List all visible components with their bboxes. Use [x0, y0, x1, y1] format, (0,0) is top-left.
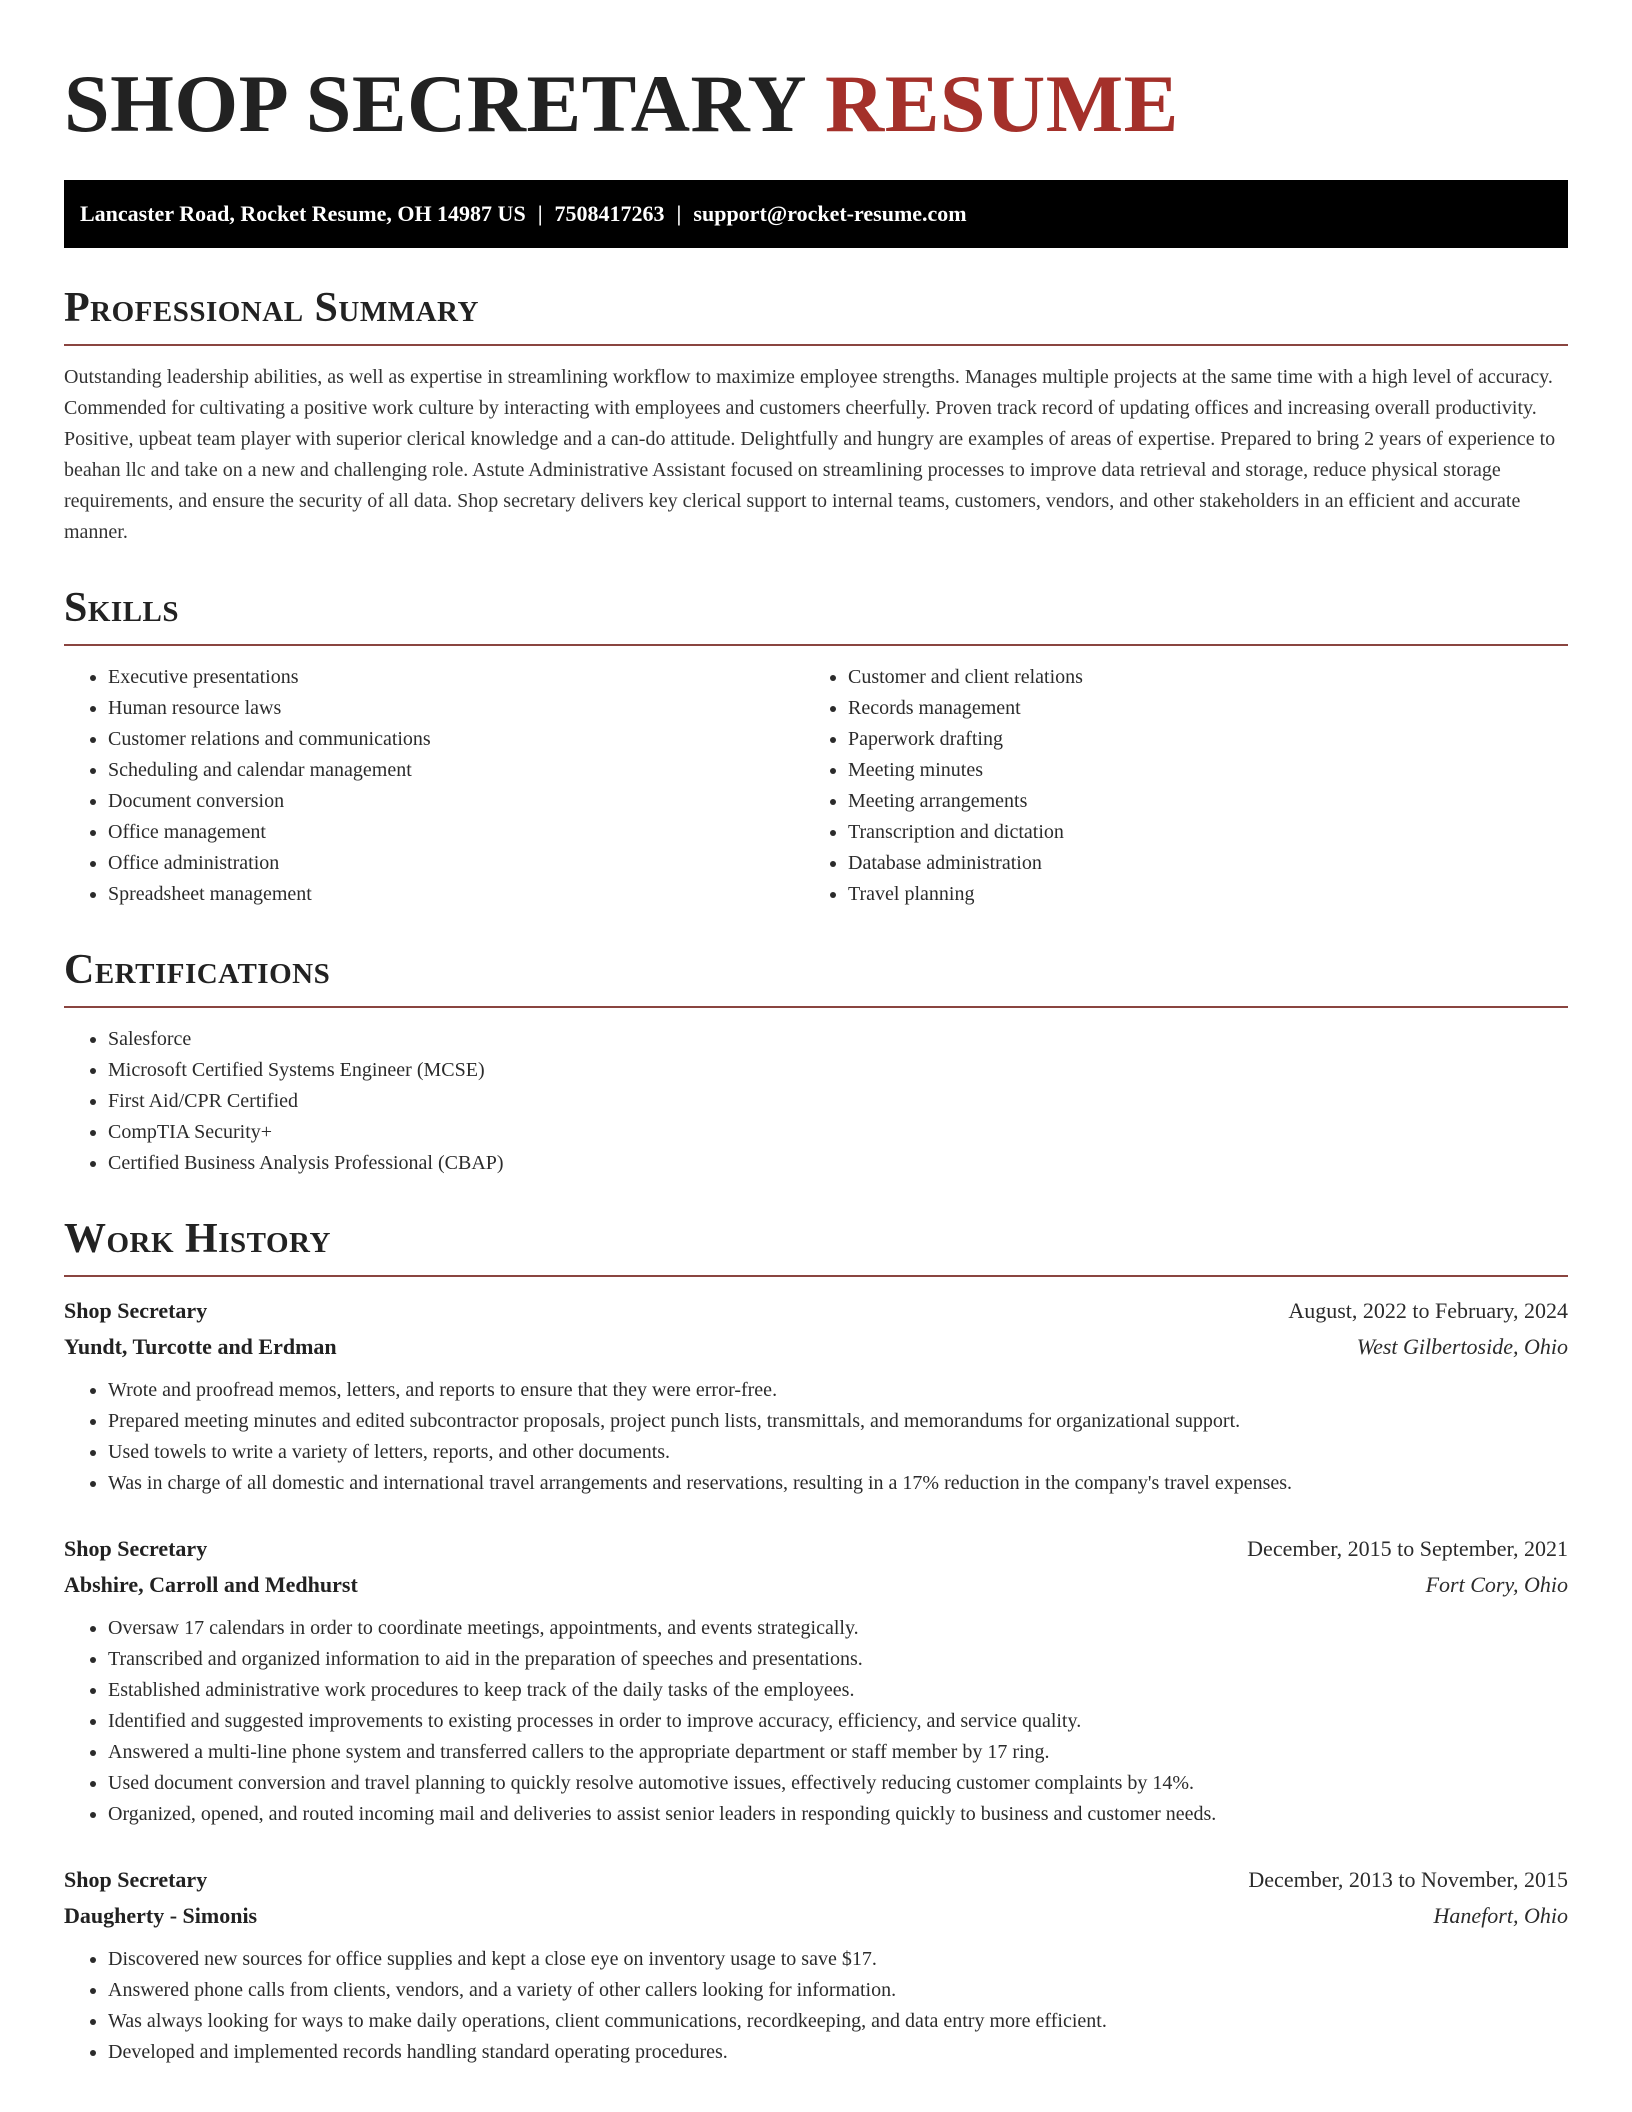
skills-grid — [64, 662, 1568, 910]
contact-bar — [64, 180, 1568, 248]
job-company-row — [64, 1329, 1568, 1365]
skill-item: • Database administration — [848, 848, 1544, 879]
job-duty-item: • Used towels to write a variety of letters, reports, and other documents. — [108, 1437, 1568, 1468]
certification-item: • CompTIA Security+ — [108, 1117, 1568, 1148]
skill-item: • Document conversion — [108, 786, 804, 817]
skill-item: • Records management — [848, 693, 1544, 724]
section-divider — [64, 344, 1568, 346]
job-header-row — [64, 1293, 1568, 1329]
contact-email: support@rocket-resume.com — [693, 201, 967, 226]
certifications-section — [64, 946, 1568, 1179]
skill-item: • Office administration — [108, 848, 804, 879]
job-entry — [64, 1531, 1568, 1830]
job-duty-item: • Oversaw 17 calendars in order to coordinate meetings, appointments, and events strategically. — [108, 1613, 1568, 1644]
skill-item: • Scheduling and calendar management — [108, 755, 804, 786]
job-duty-item: • Was in charge of all domestic and international travel arrangements and reservations, resulting in a 17% reduction in the company's travel expenses. — [108, 1468, 1568, 1499]
section-divider — [64, 1006, 1568, 1008]
skill-item: • Travel planning — [848, 879, 1544, 910]
skill-item: • Meeting arrangements — [848, 786, 1544, 817]
job-duty-item: • Used document conversion and travel planning to quickly resolve automotive issues, effectively reducing customer complaints by 14%. — [108, 1768, 1568, 1799]
skill-item: • Transcription and dictation — [848, 817, 1544, 848]
job-duty-item: • Developed and implemented records handling standard operating procedures. — [108, 2037, 1568, 2068]
job-duty-item: • Established administrative work procedures to keep track of the daily tasks of the employees. — [108, 1675, 1568, 1706]
job-company: Abshire, Carroll and Medhurst — [64, 1572, 358, 1597]
certification-item: • Certified Business Analysis Professional (CBAP) — [108, 1148, 1568, 1179]
job-dates: December, 2015 to September, 2021 — [1247, 1536, 1568, 1561]
job-duty-item: • Organized, opened, and routed incoming mail and deliveries to assist senior leaders in responding quickly to business and customer needs. — [108, 1799, 1568, 1830]
skill-item: • Meeting minutes — [848, 755, 1544, 786]
contact-phone: 7508417263 — [554, 201, 665, 226]
job-duty-item: • Transcribed and organized information to aid in the preparation of speeches and presentations. — [108, 1644, 1568, 1675]
skill-item: • Executive presentations — [108, 662, 804, 693]
resume-title — [64, 58, 1568, 150]
certification-item: • First Aid/CPR Certified — [108, 1086, 1568, 1117]
section-divider — [64, 644, 1568, 646]
job-dates: August, 2022 to February, 2024 — [1288, 1298, 1568, 1323]
job-duty-item: • Prepared meeting minutes and edited subcontractor proposals, project punch lists, transmittals, and memorandums for organizational support. — [108, 1406, 1568, 1437]
job-header-row — [64, 1862, 1568, 1898]
skills-section — [64, 584, 1568, 910]
contact-separator: | — [676, 201, 682, 226]
job-header-row — [64, 1531, 1568, 1567]
job-entry — [64, 1293, 1568, 1499]
skills-column-right — [804, 662, 1544, 910]
skill-item: • Office management — [108, 817, 804, 848]
job-title: Shop Secretary — [64, 1536, 208, 1561]
job-location: West Gilbertoside, Ohio — [1356, 1334, 1568, 1359]
section-heading: Professional Summary — [64, 285, 479, 331]
job-company: Daugherty - Simonis — [64, 1903, 258, 1928]
job-company: Yundt, Turcotte and Erdman — [64, 1334, 337, 1359]
job-duty-item: • Identified and suggested improvements to existing processes in order to improve accuracy, efficiency, and service quality. — [108, 1706, 1568, 1737]
skill-item: • Paperwork drafting — [848, 724, 1544, 755]
job-duty-item: • Discovered new sources for office supplies and kept a close eye on inventory usage to save $17. — [108, 1944, 1568, 1975]
job-duty-item: • Answered a multi-line phone system and transferred callers to the appropriate department or staff member by 17 ring. — [108, 1737, 1568, 1768]
skills-list — [64, 662, 804, 910]
work-history-section — [64, 1215, 1568, 2068]
skill-item: • Customer and client relations — [848, 662, 1544, 693]
resume-title-main: SHOP SECRETARY — [64, 58, 804, 149]
job-title: Shop Secretary — [64, 1298, 208, 1323]
contact-separator: | — [537, 201, 543, 226]
job-location: Fort Cory, Ohio — [1425, 1572, 1568, 1597]
job-duty-item: • Was always looking for ways to make daily operations, client communications, recordkeeping, and data entry more efficient. — [108, 2006, 1568, 2037]
job-duties-list — [64, 1375, 1568, 1499]
certifications-list — [64, 1024, 1568, 1179]
job-duty-item: • Answered phone calls from clients, vendors, and a variety of other callers looking for information. — [108, 1975, 1568, 2006]
job-duties-list — [64, 1944, 1568, 2068]
job-entry — [64, 1862, 1568, 2068]
certification-item: • Microsoft Certified Systems Engineer (MCSE) — [108, 1055, 1568, 1086]
skills-list — [804, 662, 1544, 910]
skill-item: • Customer relations and communications — [108, 724, 804, 755]
resume-title-accent: RESUME — [825, 58, 1179, 149]
job-duties-list — [64, 1613, 1568, 1830]
skill-item: • Spreadsheet management — [108, 879, 804, 910]
section-heading: Work History — [64, 1216, 331, 1262]
contact-address: Lancaster Road, Rocket Resume, OH 14987 US — [80, 201, 526, 226]
certification-item: • Salesforce — [108, 1024, 1568, 1055]
job-title: Shop Secretary — [64, 1867, 208, 1892]
job-dates: December, 2013 to November, 2015 — [1248, 1867, 1568, 1892]
job-location: Hanefort, Ohio — [1433, 1903, 1568, 1928]
job-company-row — [64, 1898, 1568, 1934]
summary-text: Outstanding leadership abilities, as well as expertise in streamlining workflow to maximize employee strengths. Manages multiple projects at the same time with a high level of accuracy. Commended for cultivating a positive work culture by interacting with employees and customers cheerfully. Proven track record of updating offices and increasing overall productivity. Positive, upbeat team player with superior clerical knowledge and a can-do attitude. Delightfully and hungry are examples of areas of expertise. Prepared to bring 2 years of experience to beahan llc and take on a new and challenging role. Astute Administrative Assistant focused on streamlining processes to improve data retrieval and storage, reduce physical storage requirements, and ensure the security of all data. Shop secretary delivers key clerical support to internal teams, customers, vendors, and other stakeholders in an efficient and accurate manner. — [64, 366, 1556, 543]
section-heading: Certifications — [64, 947, 331, 993]
skills-column-left — [64, 662, 804, 910]
job-company-row — [64, 1567, 1568, 1603]
section-heading: Skills — [64, 585, 180, 631]
section-divider — [64, 1275, 1568, 1277]
professional-summary-section — [64, 284, 1568, 548]
job-duty-item: • Wrote and proofread memos, letters, and reports to ensure that they were error-free. — [108, 1375, 1568, 1406]
skill-item: • Human resource laws — [108, 693, 804, 724]
